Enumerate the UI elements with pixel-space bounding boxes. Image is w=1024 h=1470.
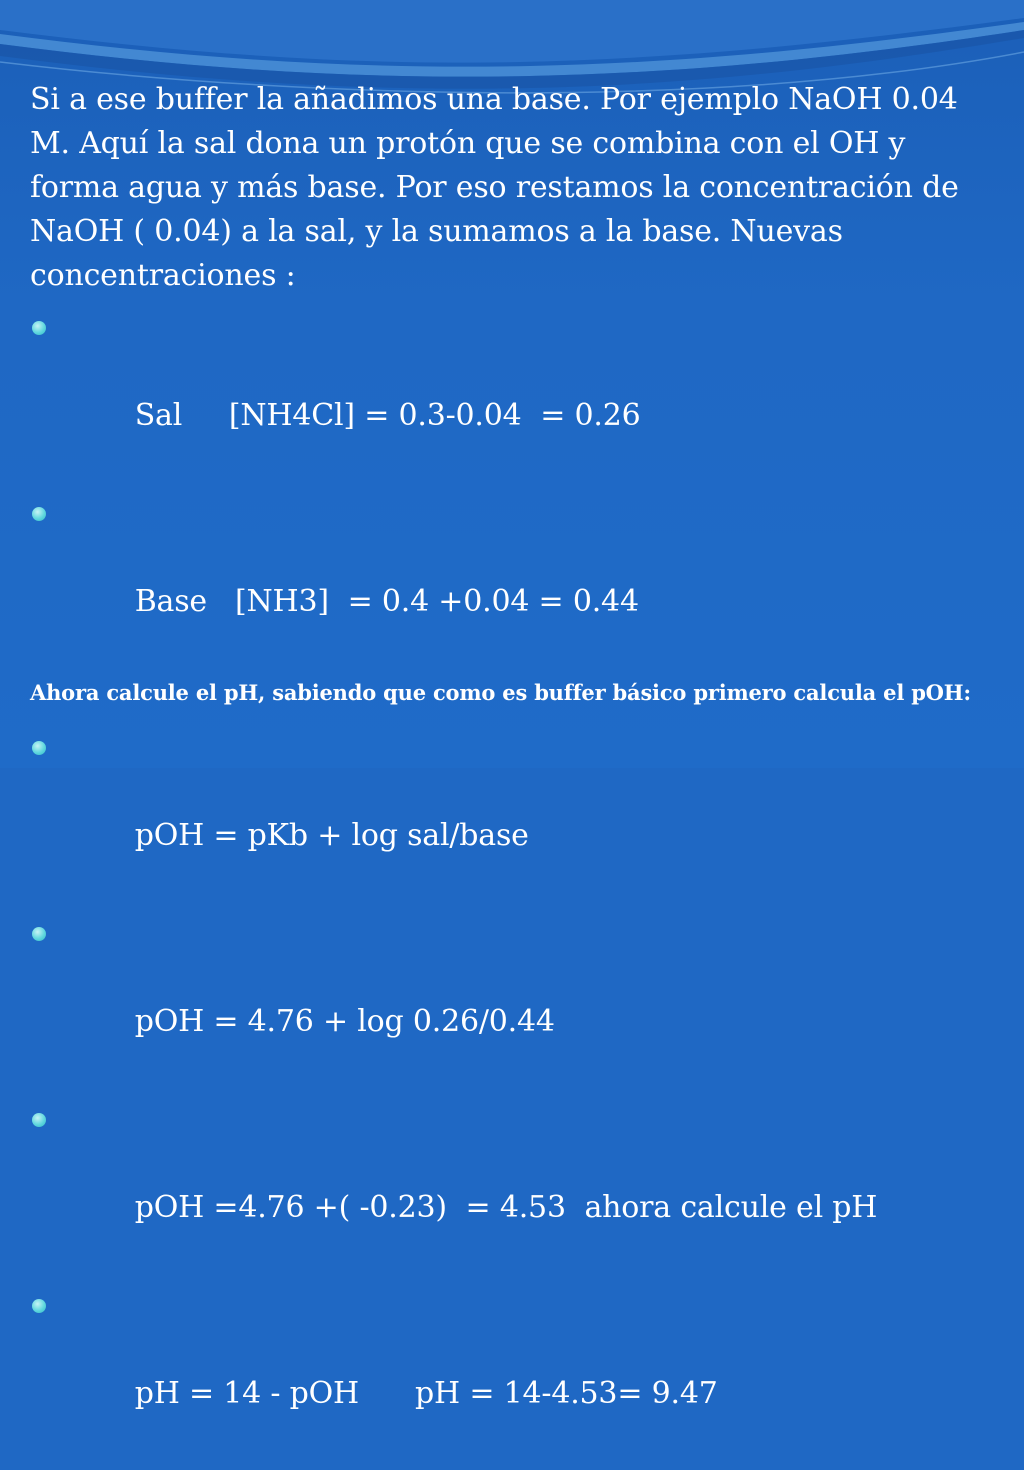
intro-paragraph: Si a ese buffer la añadimos una base. Por ejemplo NaOH 0.04 M. Aquí la sal dona un protón que se combina con el OH y forma agua y más base. Por eso restamos la concentración de NaOH ( 0.04) a la sal, y la sumamos a la base. Nuevas concentraciones : — [30, 82, 959, 293]
bullet-dot-icon — [32, 741, 46, 755]
step-ph-result: pH = 14 - pOH pH = 14-4.53= 9.47 — [134, 1376, 718, 1411]
bullet-dot-icon — [32, 1299, 46, 1313]
list-item — [30, 1284, 990, 1460]
list-item — [30, 306, 990, 482]
list-item — [30, 492, 990, 668]
bullet-dot-icon — [32, 1113, 46, 1127]
concentration-list — [30, 306, 990, 668]
step-substitution: pOH = 4.76 + log 0.26/0.44 — [134, 1004, 555, 1039]
bullet-dot-icon — [32, 507, 46, 521]
bullet-dot-icon — [32, 321, 46, 335]
concentration-sal: Sal [NH4Cl] = 0.3-0.04 = 0.26 — [134, 398, 641, 433]
list-item — [30, 1098, 990, 1274]
concentration-base: Base [NH3] = 0.4 +0.04 = 0.44 — [134, 584, 639, 619]
slide-content — [30, 78, 990, 1470]
instruction-text: Ahora calcule el pH, sabiendo que como es buffer básico primero calcula el pOH: — [30, 680, 971, 705]
bullet-dot-icon — [32, 927, 46, 941]
list-item — [30, 912, 990, 1088]
step-formula: pOH = pKb + log sal/base — [134, 818, 529, 853]
step-poh-result: pOH =4.76 +( -0.23) = 4.53 ahora calcule el pH — [134, 1190, 878, 1225]
calculation-steps-list — [30, 726, 990, 1460]
list-item — [30, 726, 990, 902]
